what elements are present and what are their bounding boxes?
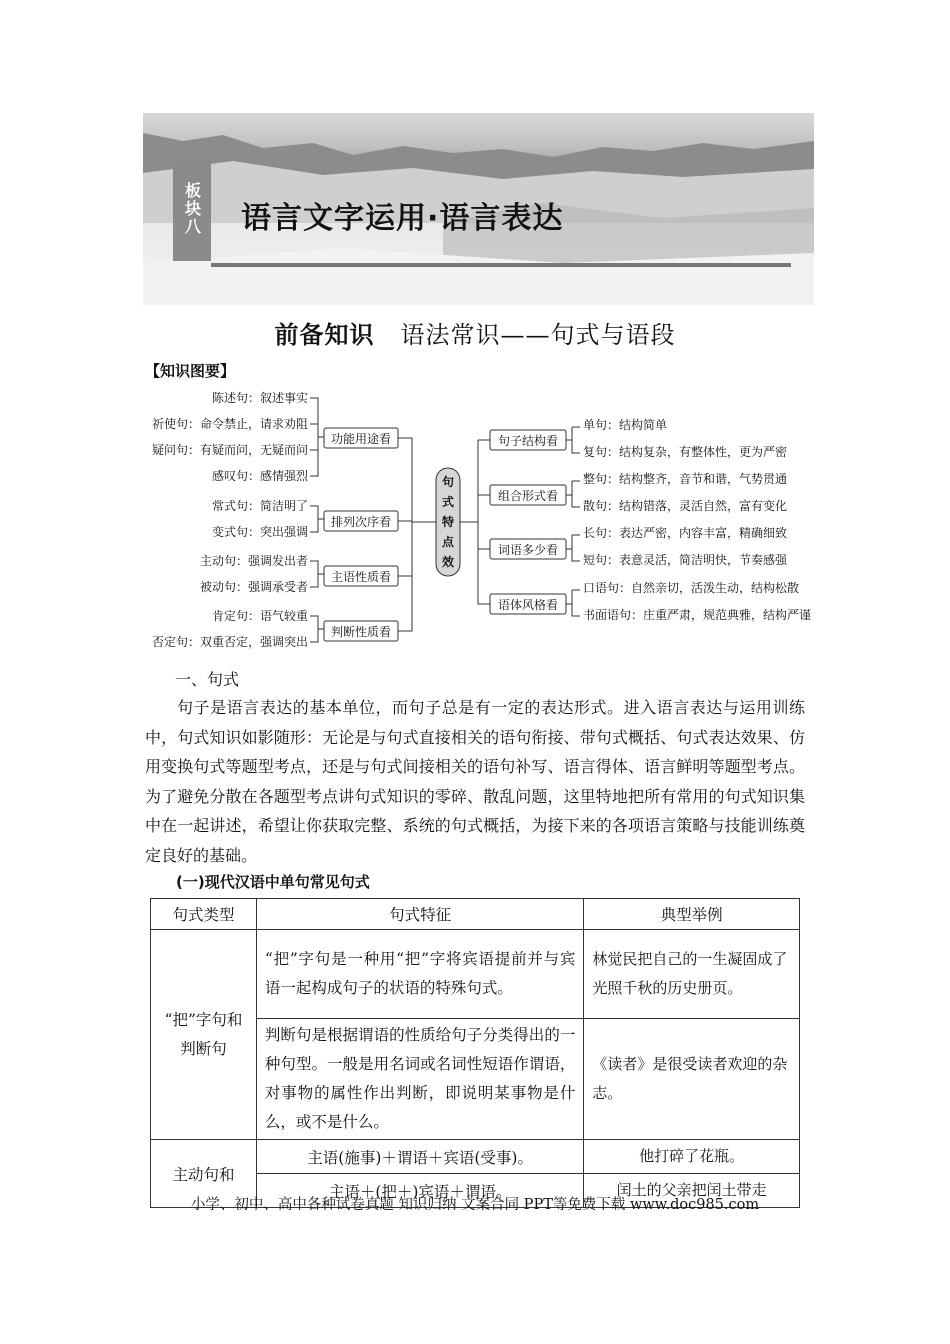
- mindmap-item: 复句：结构复杂，有整体性，更为严密: [583, 445, 788, 459]
- mindmap-item: 单句：结构简单: [583, 418, 668, 432]
- mindmap-item: 长句：表达严密，内容丰富，精确细致: [583, 526, 788, 540]
- section-paragraph: 句子是语言表达的基本单位，而句子总是有一定的表达形式。进入语言表达与运用训练中，句式知识如影随形：无论是与句式直接相关的语句衔接、带句式概括、句式表达效果、仿用变换句式等题型考点，还是与句式间接相关的语句补写、语言得体、语言鲜明等题型考点。为了避免分散在各题型考点讲句式知识的零碎、散乱问题，这里特地把所有常用的句式知识集中在一起讲述，希望让你获取完整、系统的句式概括，为接下来的各项语言策略与技能训练奠定良好的基础。: [145, 698, 805, 865]
- section-title: 一、句式: [175, 670, 240, 689]
- table-header: 典型举例: [584, 899, 800, 930]
- mindmap-item: 常式句：简洁明了: [211, 499, 308, 513]
- mindmap-branch: 主语性质看: [330, 570, 392, 584]
- table-row: [151, 1140, 800, 1174]
- mindmap-branch: 组合形式看: [497, 489, 559, 503]
- subsection-title: (一)现代汉语中单句常见句式: [176, 873, 370, 891]
- mindmap-branch: 判断性质看: [330, 625, 392, 639]
- mindmap-item: 散句：结构错落，灵活自然，富有变化: [583, 499, 788, 513]
- mindmap-item: 书面语句：庄重严肃，规范典雅，结构严谨: [583, 608, 812, 622]
- table-cell-example: 《读者》是很受读者欢迎的杂志。: [584, 1019, 800, 1140]
- mindmap-branch: 语体风格看: [497, 598, 559, 612]
- mindmap-item: 否定句：双重否定，强调突出: [151, 635, 308, 649]
- page-title: [0, 315, 950, 350]
- mindmap-item: 短句：表意灵活，简洁明快，节奏感强: [583, 553, 788, 567]
- page-title-main: 前备知识: [274, 321, 375, 349]
- table-cell-type: 主动句和: [151, 1140, 257, 1208]
- knowledge-mindmap: [140, 382, 820, 652]
- mindmap-item: 感叹句：感情强烈: [211, 469, 308, 483]
- table-cell-feature: 主语＋(把＋)宾语＋谓语。: [256, 1174, 583, 1208]
- mindmap-item: 疑问句：有疑而问，无疑而问: [151, 443, 308, 457]
- sentence-type-table: [150, 898, 800, 1208]
- knowledge-map-label: 【知识图要】: [145, 362, 236, 380]
- module-title: 语言文字运用·语言表达: [241, 201, 564, 236]
- table-cell-example: 林觉民把自己的一生凝固成了光照千秋的历史册页。: [584, 930, 800, 1019]
- mindmap-branch: 句子结构看: [497, 434, 559, 448]
- table-header: 句式特征: [256, 899, 583, 930]
- mindmap-item: 陈述句：叙述事实: [211, 391, 308, 405]
- module-tag: 板块八: [173, 157, 211, 261]
- mindmap-branch: 功能用途看: [330, 432, 392, 446]
- table-cell-example: 他打碎了花瓶。: [584, 1140, 800, 1174]
- table-header-row: [151, 899, 800, 930]
- mindmap-item: 被动句：强调承受者: [199, 580, 308, 594]
- mindmap-item: 主动句：强调发出者: [199, 554, 308, 568]
- table-cell-feature: 判断句是根据谓语的性质给句子分类得出的一种句型。一般是用名词或名词性短语作谓语，对事物的属性作出判断，即说明某事物是什么，或不是什么。: [256, 1019, 583, 1140]
- mindmap-item: 口语句：自然亲切，活泼生动，结构松散: [583, 581, 800, 595]
- mindmap-center: 句: [441, 475, 455, 489]
- svg-text:效: 效: [441, 555, 455, 569]
- module-banner: [143, 113, 814, 305]
- svg-text:特: 特: [441, 515, 455, 529]
- mindmap-item: 变式句：突出强调: [211, 525, 308, 539]
- page-footer: 小学、初中、高中各种试卷真题 知识归纳 文案合同 PPT等免费下载 www.doc985.com: [190, 1197, 760, 1213]
- table-header: 句式类型: [151, 899, 257, 930]
- table-cell-feature: 主语(施事)＋谓语＋宾语(受事)。: [256, 1140, 583, 1174]
- mindmap-item: 祈使句：命令禁止，请求劝阻: [151, 417, 308, 431]
- table-cell-example: 闰土的父亲把闰土带走: [584, 1174, 800, 1208]
- page-title-sub: 语法常识——句式与语段: [400, 321, 676, 349]
- table-cell-type: “把”字句和判断句: [151, 930, 257, 1140]
- svg-text:式: 式: [441, 495, 455, 509]
- mindmap-branch: 词语多少看: [497, 543, 559, 557]
- table-row: [151, 930, 800, 1019]
- title-underline: [211, 263, 791, 267]
- mindmap-item: 整句：结构整齐，音节和谐，气势贯通: [583, 472, 788, 486]
- mindmap-item: 肯定句：语气较重: [211, 609, 308, 623]
- svg-text:点: 点: [441, 535, 455, 549]
- table-cell-feature: “把”字句是一种用“把”字将宾语提前并与宾语一起构成句子的状语的特殊句式。: [256, 930, 583, 1019]
- mindmap-branch: 排列次序看: [330, 515, 392, 529]
